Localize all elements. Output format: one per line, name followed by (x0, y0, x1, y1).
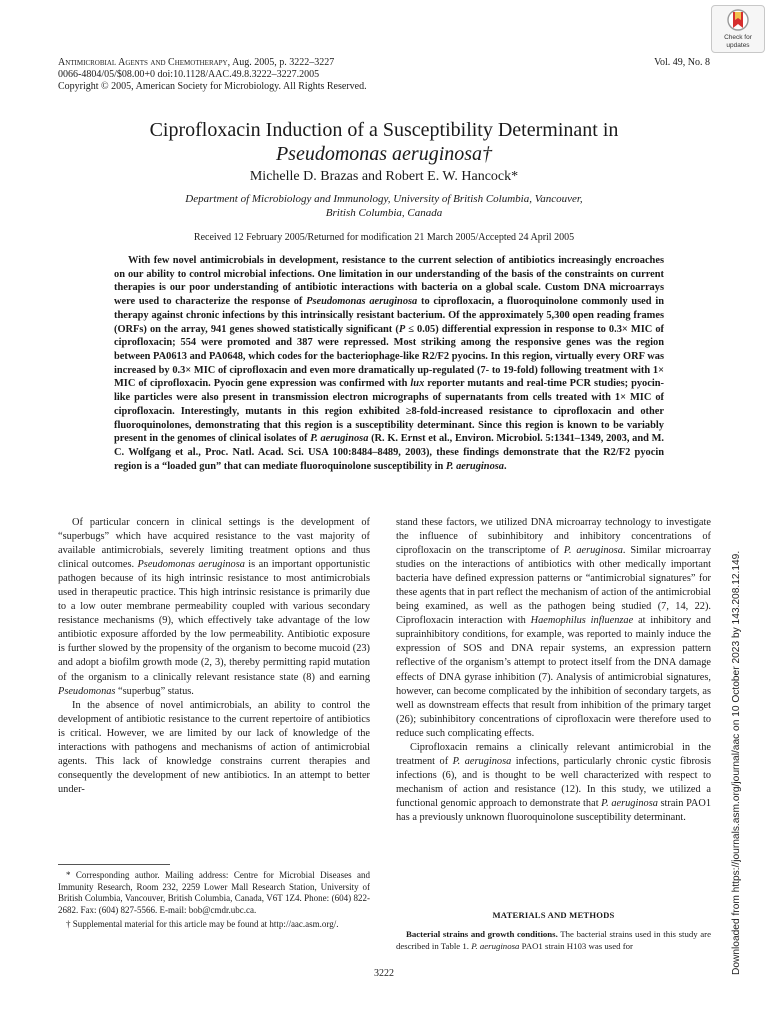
body-text: Of particular concern in clinical settings is the development of “superbugs” which have acquired resistance to the vast majority of available antimicrobials, severely limiting treatment options and thus clinical outcomes. (58, 517, 370, 571)
journal-doi: 0066-4804/05/$08.00+0 doi:10.1128/AAC.49.8.3222–3227.2005 (58, 69, 320, 80)
check-for-updates-badge[interactable] (711, 5, 765, 53)
abstract-text: reporter mutants and real-time PCR studies; pyocin-like particles were also present in transmission electron micrographs of supernatants from cells treated with 1× MIC of ciprofloxacin. Interestingly, mutants in this region exhibited ≥8-fold-increased resistance to ciprofloxacin and other fluoroquinolones, demonstrating that this region is a susceptibility determinant. Since this region is known to be variably present in the genomes of clinical isolates of (114, 378, 664, 445)
badge-line2: updates (726, 41, 750, 49)
methods-text-run: PAO1 strain H103 was used for (519, 941, 633, 952)
body-text: stand these factors, we utilized DNA microarray technology to investigate the influence of subinhibitory and inhibitory concentrations of ciprofloxacin on the transcriptome of (396, 517, 711, 557)
article-authors: Michelle D. Brazas and Robert E. W. Hancock* (249, 169, 519, 184)
journal-name: Antimicrobial Agents and Chemotherapy (58, 57, 228, 68)
body-text: infections, particularly chronic cystic fibrosis infections (6), and is thought to be well characterized with respect to mechanism of action and resistance (12). In this study, we utilized a functional genomic approach to demonstrate that (396, 755, 711, 809)
footnotes (58, 870, 370, 934)
article-received-dates: Received 12 February 2005/Returned for modification 21 March 2005/Accepted 24 April 2005 (193, 232, 575, 243)
body-italic: P. aeruginosa (452, 755, 512, 767)
methods-subheading: Bacterial strains and growth conditions. (406, 929, 558, 939)
abstract-text: With few novel antimicrobials in development, resistance to the current selection of antibiotics increasingly encroaches on our ability to control microbial infections. One limitation in our understanding of the basis of the constraints on current therapies is our poor understanding of antibiotic interactions with bacteria on a global scale. Custom DNA microarrays were used to characterize the response of (114, 255, 664, 308)
journal-header (58, 57, 367, 93)
abstract-paragraph (114, 254, 664, 474)
abstract-text: ≤ 0.05) differential expression in response to 0.3× MIC of ciprofloxacin; 554 were promoted and 387 were repressed. Most striking among the responsive genes was the region between PA0613 and PA0648, which codes for the bacteriophage-like R2/F2 pyocins. In this region, virtually every ORF was increased by 0.3× MIC of ciprofloxacin and even more dramatically up-regulated (7- to 19-fold) following treatment with 1× MIC of ciprofloxacin. Pyocin gene expression was confirmed with (114, 323, 664, 390)
abstract-text: to ciprofloxacin, a fluoroquinolone commonly used in therapy against chronic infections by this intrinsically resistant bacterium. Of the approximately 5,300 open reading frames (ORFs) on the array, 941 genes showed statistically significant ( (114, 296, 664, 335)
methods-text (396, 928, 711, 952)
badge-label (712, 34, 764, 49)
footnote-corresponding-author: * Corresponding author. Mailing address: Centre for Microbial Diseases and Immunity Research, Room 232, 2259 Lower Mall Research Station, University of British Columbia, Vancouver, British Columbia, Canada, V6T 1Z4. Phone: (604) 822-2682. Fax: (604) 827-5566. E-mail: bob@cmdr.ubc.ca. (58, 870, 370, 915)
body-italic: P. aeruginosa (601, 797, 658, 809)
body-italic: P. aeruginosa (563, 545, 623, 557)
methods-paragraph (396, 928, 711, 952)
abstract-italic: lux (410, 378, 425, 390)
page-number: 3222 (374, 968, 394, 979)
affiliation-line2: British Columbia, Canada (325, 207, 443, 219)
body-column-left (58, 516, 370, 797)
body-text: “superbug” status. (115, 685, 194, 697)
bookmark-icon (727, 9, 749, 33)
body-italic: Pseudomonas (58, 685, 116, 697)
abstract-italic: P (398, 323, 406, 335)
footnote-divider (58, 864, 170, 865)
body-text: is an important opportunistic pathogen because of its high intrinsic resistance to most antimicrobials used in therapeutic practice. This high intrinsic resistance is primarily due to a low outer membrane permeability coupled with various secondary resistance mechanisms (9), which effectively take advantage of the low antibiotic exposure afforded by the low permeability. Antibiotic exposure is further slowed by the propensity of the organism to become mucoid (23) and adopt a biofilm growth mode (2, 3), thereby permitting rapid mutation of the organism to a clinically relevant resistance state (8) and earning (58, 559, 370, 683)
methods-text-run: The bacterial strains used in this study are described in Table 1. (396, 929, 711, 952)
section-heading-methods: MATERIALS AND METHODS (492, 910, 615, 920)
article-title (0, 118, 768, 166)
journal-volume: Vol. 49, No. 8 (654, 57, 710, 68)
body-column-right (396, 516, 711, 825)
journal-issue: , Aug. 2005, p. 3222–3227 (227, 57, 335, 68)
abstract-italic: P. aeruginosa (310, 433, 369, 445)
affiliation-line1: Department of Microbiology and Immunology, University of British Columbia, Vancouver, (185, 193, 583, 205)
abstract-italic: Pseudomonas aeruginosa (306, 296, 418, 308)
methods-italic: P. aeruginosa (471, 941, 520, 952)
body-text: strain PAO1 has a previously unknown fluoroquinolone susceptibility determinant. (396, 797, 711, 823)
abstract-text: . (504, 460, 507, 472)
abstract (114, 254, 664, 474)
download-side-note[interactable]: Downloaded from https://journals.asm.org/journal/aac on 10 October 2023 by 143.208.12.149. (731, 550, 742, 975)
article-affiliation (150, 192, 618, 220)
body-text: . Similar microarray studies on the interactions of antibiotics with other medically important bacteria have defined expression patterns or “antimicrobial signatures” for these agents that in part reflect the mechanism of action of the antimicrobial being examined, as well as the pathogen being studied (7, 14, 22). Ciprofloxacin interaction with (396, 545, 711, 627)
body-italic: Pseudomonas aeruginosa (137, 559, 245, 571)
body-paragraph (396, 741, 711, 825)
abstract-italic: P. aeruginosa (445, 460, 505, 472)
body-paragraph (396, 516, 711, 741)
title-line1: Ciprofloxacin Induction of a Susceptibility Determinant in (149, 119, 619, 141)
footnote-supplemental: † Supplemental material for this article may be found at http://aac.asm.org/. (66, 919, 339, 930)
body-text: at inhibitory and suprainhibitory conditions, for example, was reported to mainly induce the expression of SOS and DNA repair systems, an expression pattern reflective of the organism’s attempt to protect itself from the DNA damage effects of DNA gyrase inhibition (7). Analysis of antimicrobial signatures, however, can become complicated by the inhibition of secondary targets, as well as downstream effects that result from inhibition of the primary target (26); subinhibitory concentrations of ciprofloxacin were therefore used to reduce such complicating effects. (396, 615, 711, 739)
title-line2: Pseudomonas aeruginosa† (275, 143, 493, 165)
badge-line1: Check for (724, 34, 752, 41)
body-paragraph (58, 516, 370, 699)
body-italic: Haemophilus influenzae (530, 615, 634, 627)
journal-citation (58, 57, 367, 69)
body-paragraph: In the absence of novel antimicrobials, an ability to control the development of antibiotic resistance to the current repertoire of antibiotics is critical. However, we are limited by our lack of knowledge of the interactions with pathogens and mechanisms of action of antimicrobial agents. This lack of knowledge constrains current therapies and consequently the development of new antibiotics. In an attempt to better under- (58, 699, 370, 795)
abstract-text: (R. K. Ernst et al., Environ. Microbiol. 5:1341–1349, 2003, and M. C. Wolfgang et al., Proc. Natl. Acad. Sci. USA 100:8484–8489, 2003), these findings demonstrate that the R2/F2 pyocin region is a “loaded gun” that can mediate fluoroquinolone susceptibility in (114, 433, 664, 472)
body-text: Ciprofloxacin remains a clinically relevant antimicrobial in the treatment of (396, 741, 711, 767)
journal-copyright: Copyright © 2005, American Society for Microbiology. All Rights Reserved. (58, 81, 367, 92)
